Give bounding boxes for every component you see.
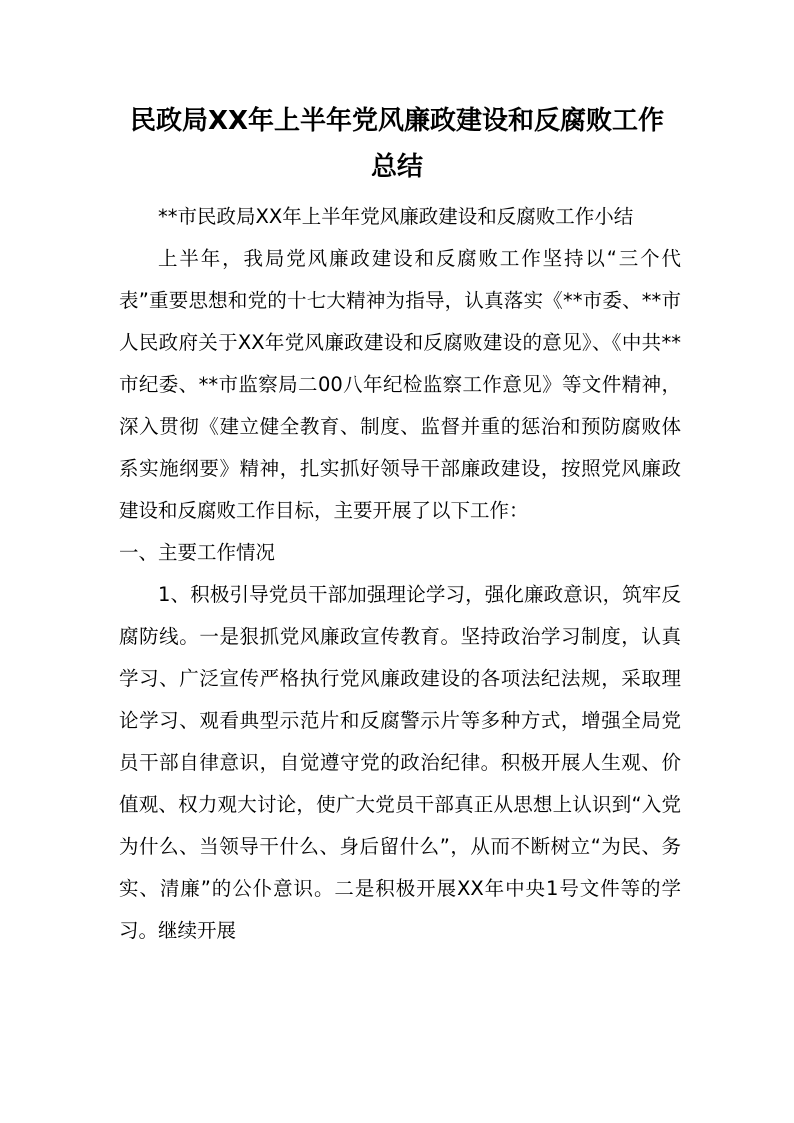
paragraph-item-1: 1、积极引导党员干部加强理论学习，强化廉政意识，筑牢反腐防线。一是狠抓党风廉政宣传教育。坚持政治学习制度，认真学习、广泛宣传严格执行党风廉政建设的各项法纪法规，采取理论学习、观看典型示范片和反腐警示片等多种方式，增强全局党员干部自律意识，自觉遵守党的政治纪律。积极开展人生观、价值观、权力观大讨论，使广大党员干部真正从思想上认识到“入党为什么、当领导干什么、身后留什么”，从而不断树立“为民、务实、清廉”的公仆意识。二是积极开展XX年中央1号文件等的学习。继续开展 bbox=[119, 583, 681, 942]
document-body bbox=[119, 196, 681, 952]
paragraph-intro: 上半年，我局党风廉政建设和反腐败工作坚持以“三个代表”重要思想和党的十七大精神为指导，认真落实《**市委、**市人民政府关于XX年党风廉政建设和反腐败建设的意见》、《中共**市纪委、**市监察局二00八年纪检监察工作意见》等文件精神，深入贯彻《建立健全教育、制度、监督并重的惩治和预防腐败体系实施纲要》精神，扎实抓好领导干部廉政建设，按照党风廉政建设和反腐败工作目标，主要开展了以下工作： bbox=[119, 247, 681, 522]
document-title: 民政局XX年上半年党风廉政建设和反腐败工作总结 bbox=[129, 106, 665, 182]
paragraph-subtitle: **市民政局XX年上半年党风廉政建设和反腐败工作小结 bbox=[158, 205, 634, 228]
section-heading: 一、主要工作情况 bbox=[119, 541, 276, 564]
